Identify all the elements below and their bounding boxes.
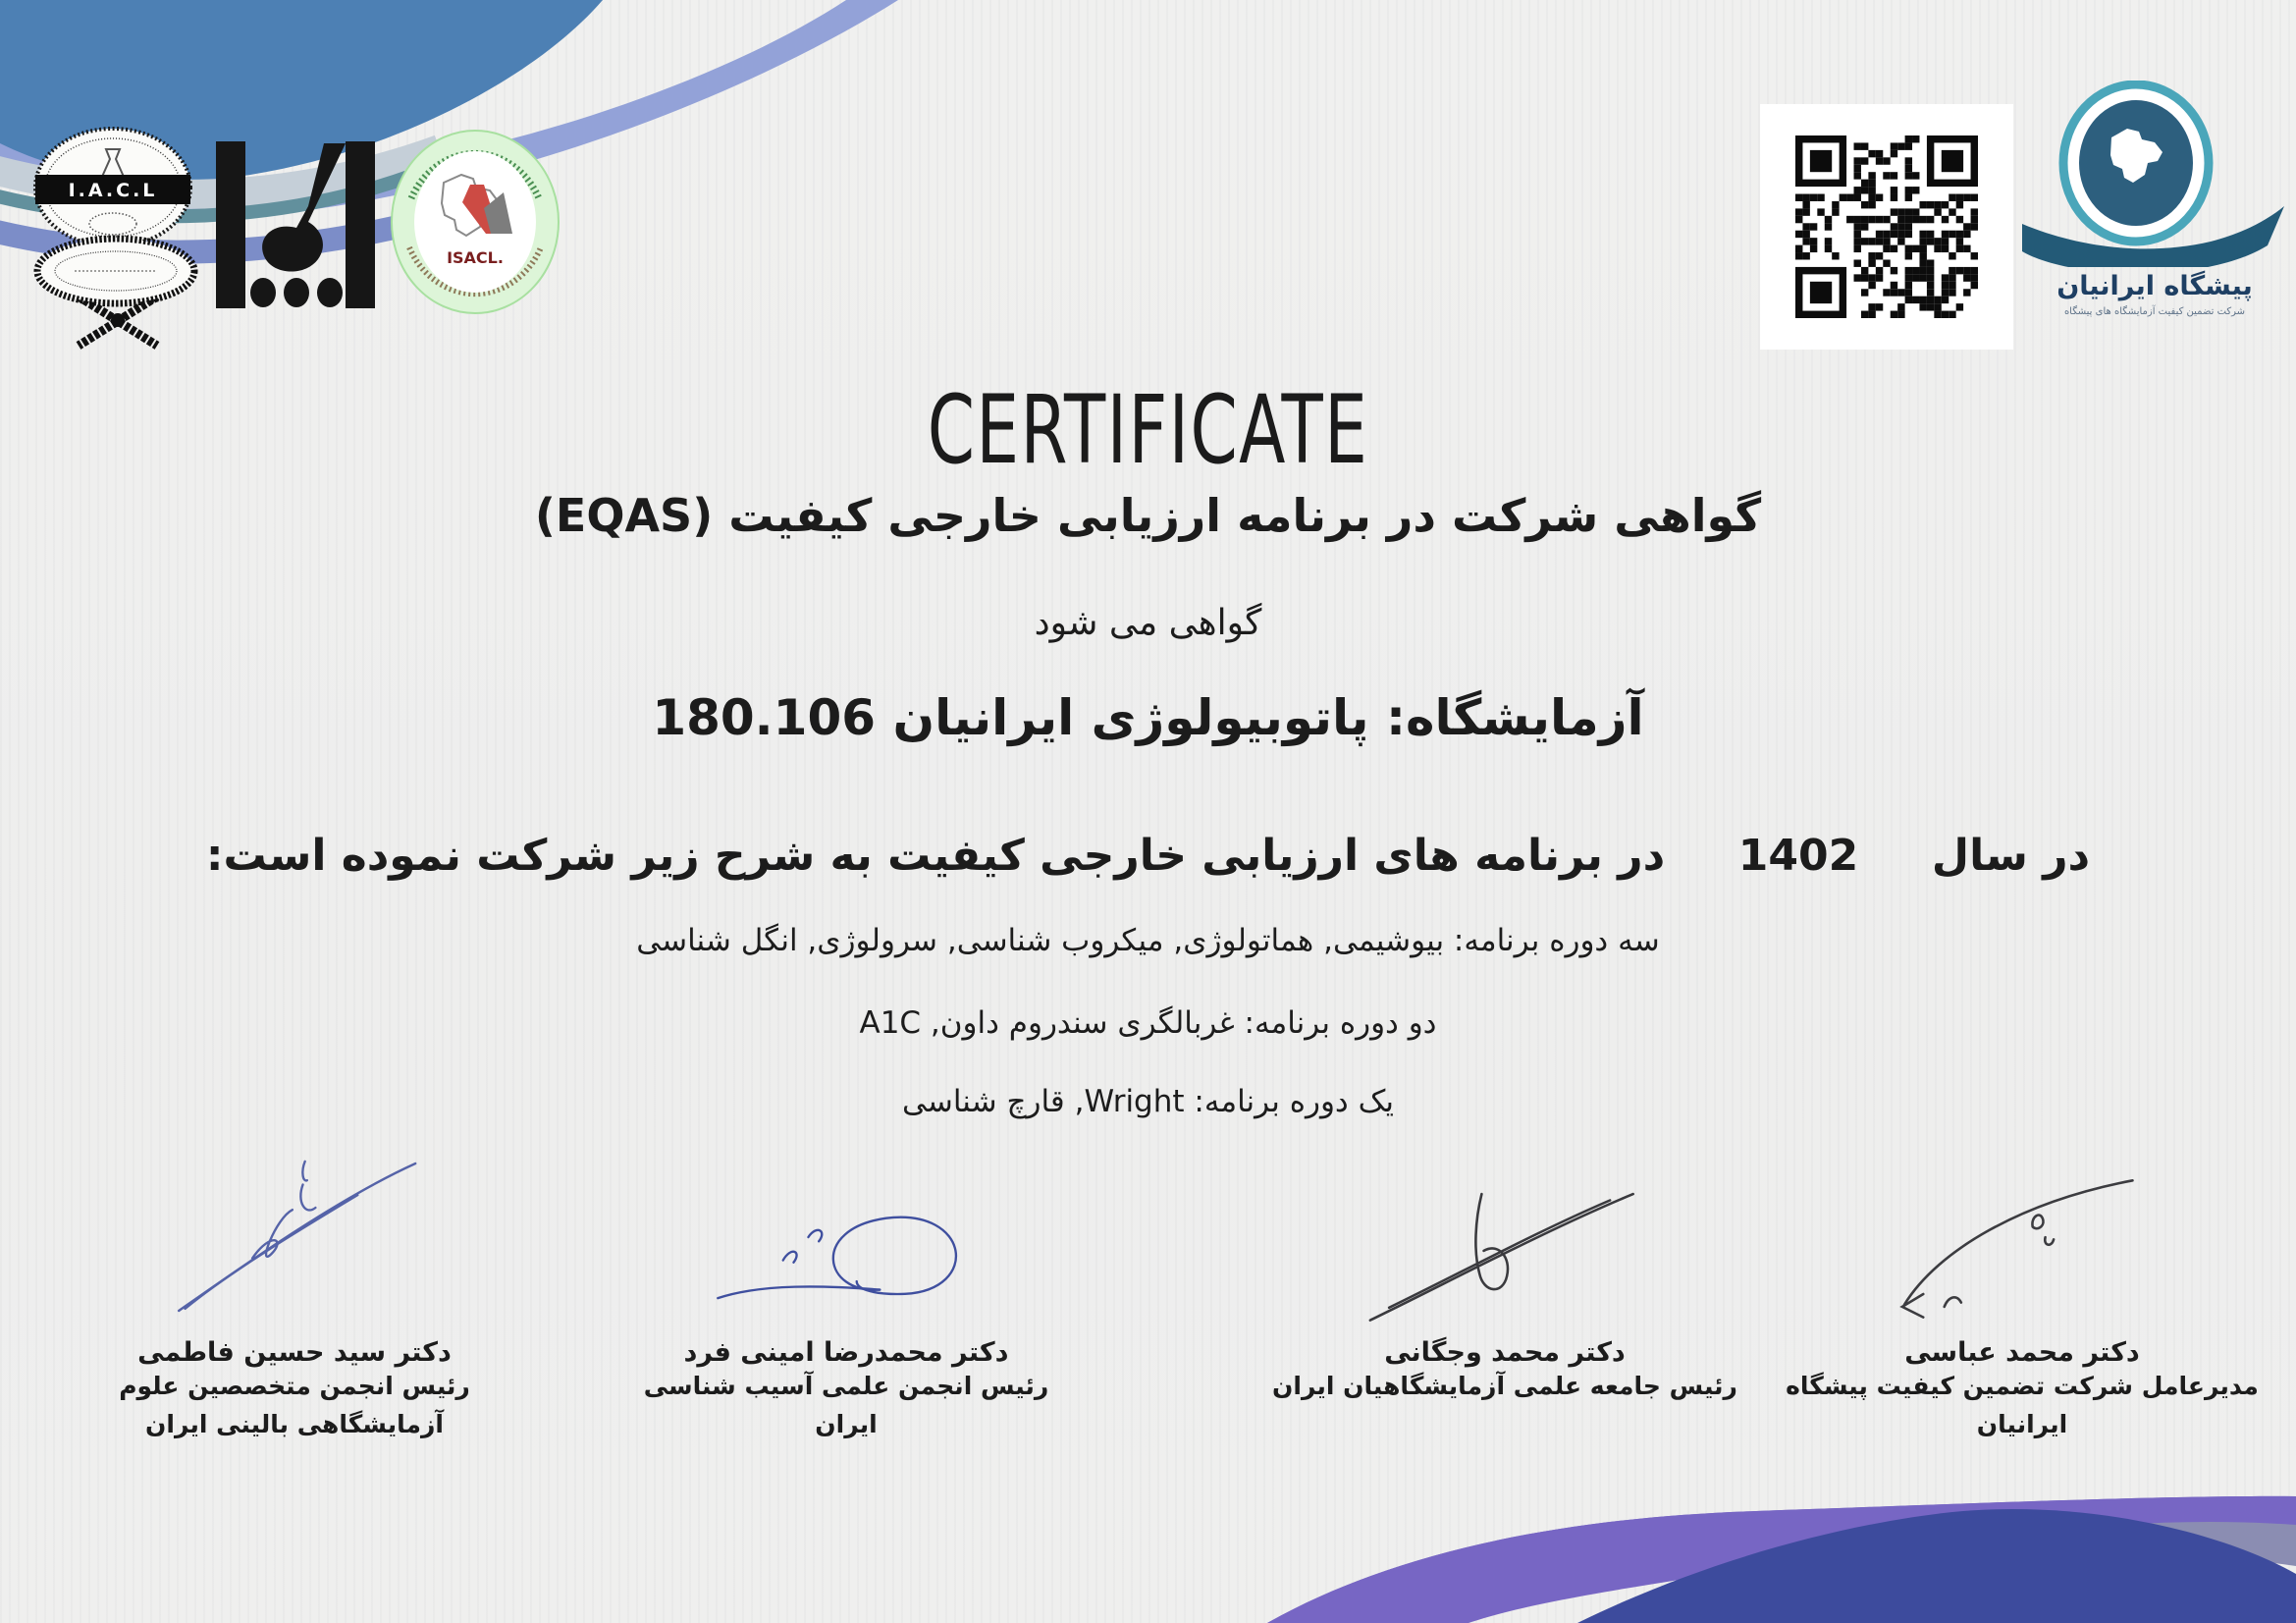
laboratory-line: آزمایشگاه: پاتوبیولوژی ایرانیان 180.106 bbox=[652, 689, 1644, 746]
iacl-label: I.A.C.L bbox=[68, 180, 158, 201]
certify-line: گواهی می شود bbox=[1034, 603, 1262, 643]
isacl-logo bbox=[390, 128, 561, 316]
signatory-4-role-1: مدیرعامل شرکت تضمین کیفیت پیشگاه bbox=[1786, 1372, 2259, 1400]
year-line: در سال 1402 در برنامه های ارزیابی خارجی کیفیت به شرح زیر شرکت نموده است: bbox=[205, 831, 2091, 881]
issuer-name: پیشگاه ایرانیان bbox=[2056, 271, 2253, 301]
certificate-title: CERTIFICATE bbox=[927, 375, 1369, 485]
signatory-2 bbox=[601, 1183, 1092, 1444]
qr-pattern bbox=[1795, 135, 1978, 318]
program-line-3: یک دوره برنامه: Wright, قارچ شناسی bbox=[902, 1084, 1394, 1119]
signatory-1 bbox=[49, 1139, 540, 1444]
signatory-1-role-2: آزمایشگاهی بالینی ایران bbox=[145, 1409, 444, 1438]
signatory-3-role-1: رئیس جامعه علمی آزمایشگاهیان ایران bbox=[1272, 1372, 1737, 1400]
issuer-logo bbox=[2014, 81, 2295, 267]
qr-code bbox=[1760, 104, 2013, 350]
signatory-4-role-2: ایرانیان bbox=[1976, 1409, 2068, 1438]
signature-2 bbox=[699, 1183, 993, 1335]
signatory-3-name: دکتر محمد وجگانی bbox=[1384, 1337, 1626, 1368]
signatory-3 bbox=[1245, 1168, 1765, 1406]
isacl-label: ISACL. bbox=[447, 248, 504, 267]
signatory-4-name: دکتر محمد عباسی bbox=[1904, 1337, 2140, 1368]
signatory-1-name: دکتر سید حسین فاطمی bbox=[137, 1337, 452, 1368]
signatory-2-role-1: رئیس انجمن علمی آسیب شناسی bbox=[643, 1372, 1049, 1400]
signatory-2-name: دکتر محمدرضا امینی فرد bbox=[683, 1337, 1009, 1368]
signatory-2-role-2: ایران bbox=[815, 1409, 878, 1438]
signatory-1-role-1: رئیس انجمن متخصصین علوم bbox=[119, 1372, 470, 1400]
signature-4 bbox=[1875, 1163, 2169, 1335]
program-line-2: دو دوره برنامه: غربالگری سندروم داون, A1C bbox=[859, 1005, 1437, 1041]
signature-3 bbox=[1358, 1168, 1652, 1335]
subtitle-eqas: گواهی شرکت در برنامه ارزیابی خارجی کیفیت (EQAS) bbox=[534, 489, 1762, 542]
signatory-4 bbox=[1767, 1163, 2277, 1444]
calligraphy-logo bbox=[214, 137, 377, 312]
signature-1 bbox=[147, 1139, 442, 1335]
issuer-tagline: شرکت تضمین کیفیت آزمایشگاه های پیشگاه bbox=[2063, 306, 2246, 317]
program-line-1: سه دوره برنامه: بیوشیمی, هماتولوژی, میکروب شناسی, سرولوژی, انگل شناسی bbox=[636, 923, 1660, 958]
iacl-logo bbox=[27, 124, 209, 350]
